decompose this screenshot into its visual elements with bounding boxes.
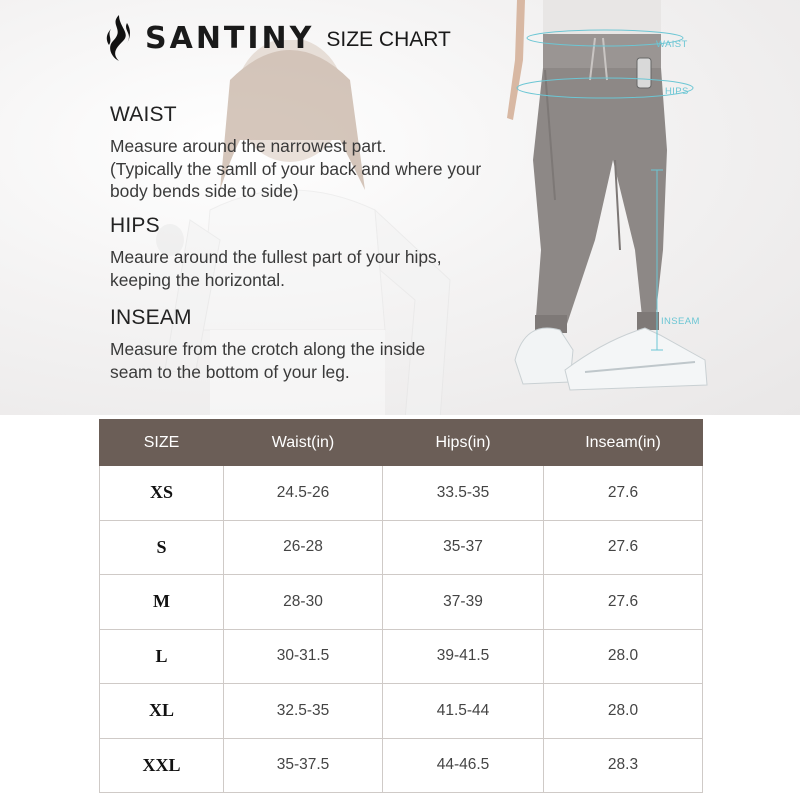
- inseam-cell: 27.6: [544, 520, 703, 575]
- inseam-heading: INSEAM: [110, 306, 192, 329]
- hips-description: Meaure around the fullest part of your hips, keeping the horizontal.: [110, 247, 442, 290]
- column-header-hips: Hips(in): [383, 420, 544, 466]
- inseam-cell: 27.6: [544, 466, 703, 521]
- size-cell: XXL: [100, 738, 224, 793]
- waist-heading: WAIST: [110, 103, 177, 126]
- hips-instructions: [110, 214, 510, 291]
- size-cell: S: [100, 520, 224, 575]
- column-header-waist: Waist(in): [224, 420, 383, 466]
- inseam-description: Measure from the crotch along the inside seam to the bottom of your leg.: [110, 339, 426, 382]
- inseam-instructions: [110, 306, 510, 383]
- hips-cell: 33.5-35: [383, 466, 544, 521]
- table-row: [100, 575, 703, 630]
- inseam-cell: 28.0: [544, 629, 703, 684]
- table-row: [100, 629, 703, 684]
- size-cell: M: [100, 575, 224, 630]
- hips-cell: 37-39: [383, 575, 544, 630]
- jogger-model-image: [495, 0, 725, 400]
- waist-annotation: WAIST: [656, 39, 688, 50]
- hips-annotation: HIPS: [665, 86, 689, 97]
- size-cell: XS: [100, 466, 224, 521]
- size-chart-table: [99, 419, 703, 793]
- waist-cell: 24.5-26: [224, 466, 383, 521]
- brand-name: SANTINY: [145, 20, 315, 56]
- brand-header: [105, 14, 451, 62]
- hips-cell: 35-37: [383, 520, 544, 575]
- table-row: [100, 520, 703, 575]
- waist-description: Measure around the narrowest part. (Typically the samll of your back and where your body bends side to side): [110, 136, 482, 201]
- table-row: [100, 684, 703, 739]
- inseam-cell: 28.0: [544, 684, 703, 739]
- inseam-annotation: INSEAM: [661, 316, 700, 327]
- table-row: [100, 466, 703, 521]
- size-cell: L: [100, 629, 224, 684]
- page-title: SIZE CHART: [326, 28, 451, 51]
- column-header-inseam: Inseam(in): [544, 420, 703, 466]
- table-header-row: [100, 420, 703, 466]
- waist-cell: 26-28: [224, 520, 383, 575]
- waist-cell: 28-30: [224, 575, 383, 630]
- hips-heading: HIPS: [110, 214, 160, 237]
- hips-cell: 39-41.5: [383, 629, 544, 684]
- size-cell: XL: [100, 684, 224, 739]
- inseam-cell: 27.6: [544, 575, 703, 630]
- column-header-size: SIZE: [100, 420, 224, 466]
- flame-logo-icon: [105, 15, 133, 61]
- hips-cell: 44-46.5: [383, 738, 544, 793]
- inseam-cell: 28.3: [544, 738, 703, 793]
- waist-cell: 30-31.5: [224, 629, 383, 684]
- waist-cell: 35-37.5: [224, 738, 383, 793]
- waist-cell: 32.5-35: [224, 684, 383, 739]
- waist-instructions: [110, 103, 510, 203]
- hips-cell: 41.5-44: [383, 684, 544, 739]
- table-row: [100, 738, 703, 793]
